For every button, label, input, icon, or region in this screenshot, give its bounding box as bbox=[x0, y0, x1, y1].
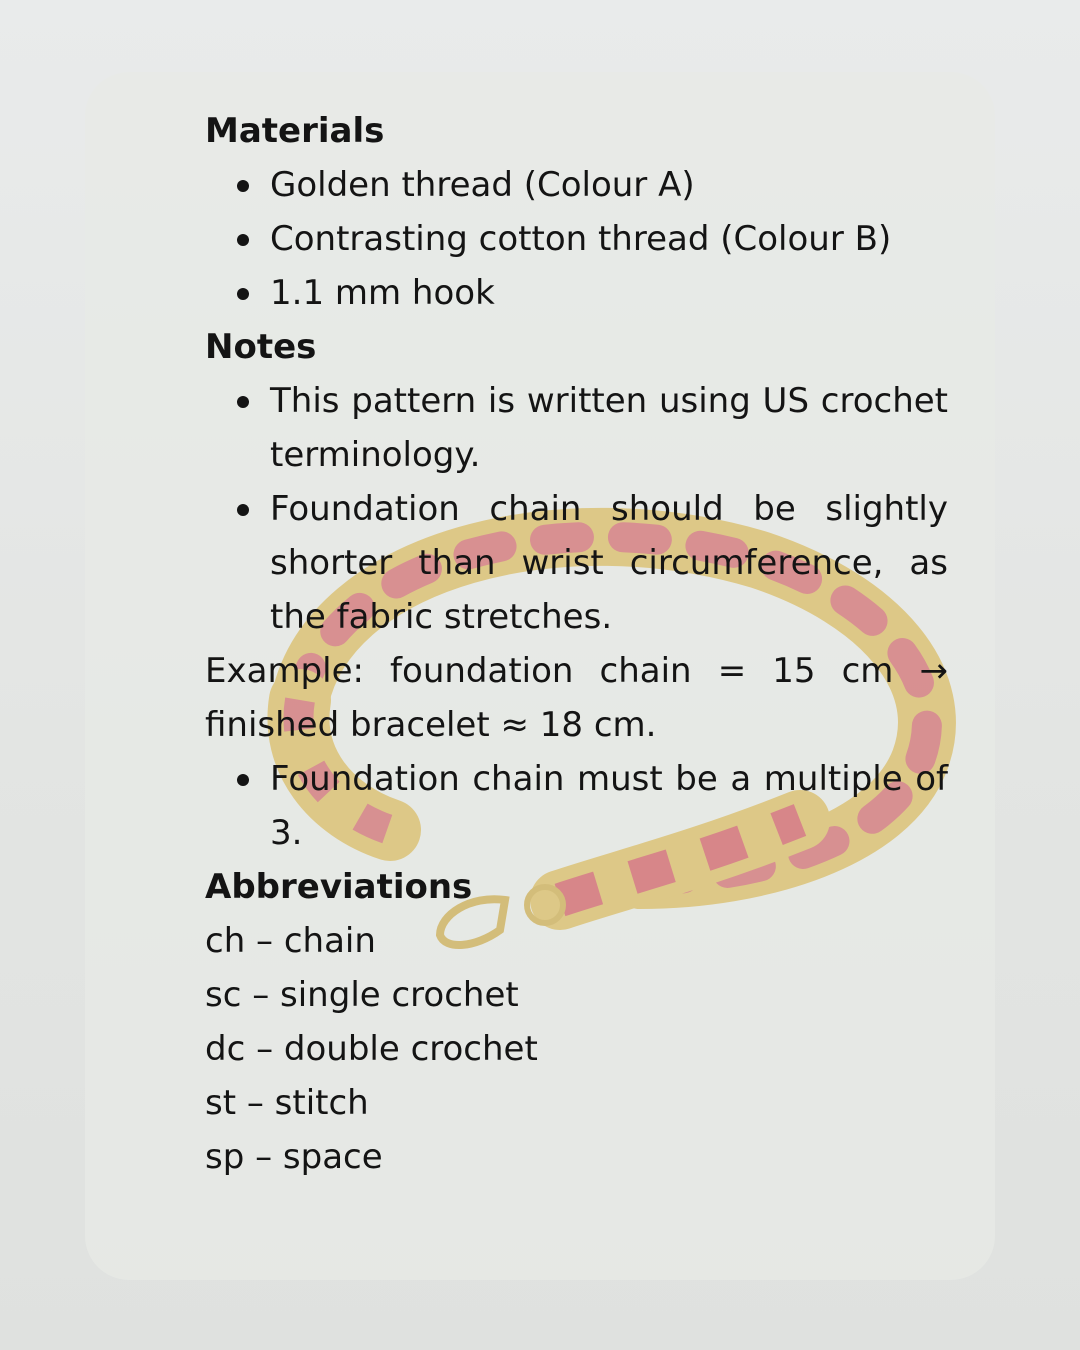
list-item: Golden thread (Colour A) bbox=[205, 158, 948, 212]
bullet-icon bbox=[237, 288, 249, 300]
bullet-icon bbox=[237, 396, 249, 408]
list-item: Foundation chain should be slightly shorter than wrist circumference, as the fabric stretches. bbox=[205, 482, 948, 644]
pattern-text bbox=[205, 104, 948, 1184]
notes-heading: Notes bbox=[205, 327, 317, 367]
notes-list bbox=[205, 374, 948, 644]
bullet-icon bbox=[237, 234, 249, 246]
bullet-icon bbox=[237, 774, 249, 786]
abbreviation-item: st – stitch bbox=[205, 1083, 369, 1123]
abbreviations-heading: Abbreviations bbox=[205, 867, 473, 907]
list-item: Foundation chain must be a multiple of 3. bbox=[205, 752, 948, 860]
abbreviation-item: dc – double crochet bbox=[205, 1029, 538, 1069]
abbreviation-item: ch – chain bbox=[205, 921, 376, 961]
list-item: This pattern is written using US crochet terminology. bbox=[205, 374, 948, 482]
notes-extra-list bbox=[205, 752, 948, 860]
example-text: Example: foundation chain = 15 cm → finished bracelet ≈ 18 cm. bbox=[205, 651, 948, 745]
bullet-icon bbox=[237, 504, 249, 516]
abbreviation-item: sc – single crochet bbox=[205, 975, 519, 1015]
list-item: 1.1 mm hook bbox=[205, 266, 948, 320]
abbreviation-item: sp – space bbox=[205, 1137, 383, 1177]
list-item: Contrasting cotton thread (Colour B) bbox=[205, 212, 948, 266]
materials-heading: Materials bbox=[205, 111, 385, 151]
bullet-icon bbox=[237, 180, 249, 192]
materials-list bbox=[205, 158, 948, 320]
